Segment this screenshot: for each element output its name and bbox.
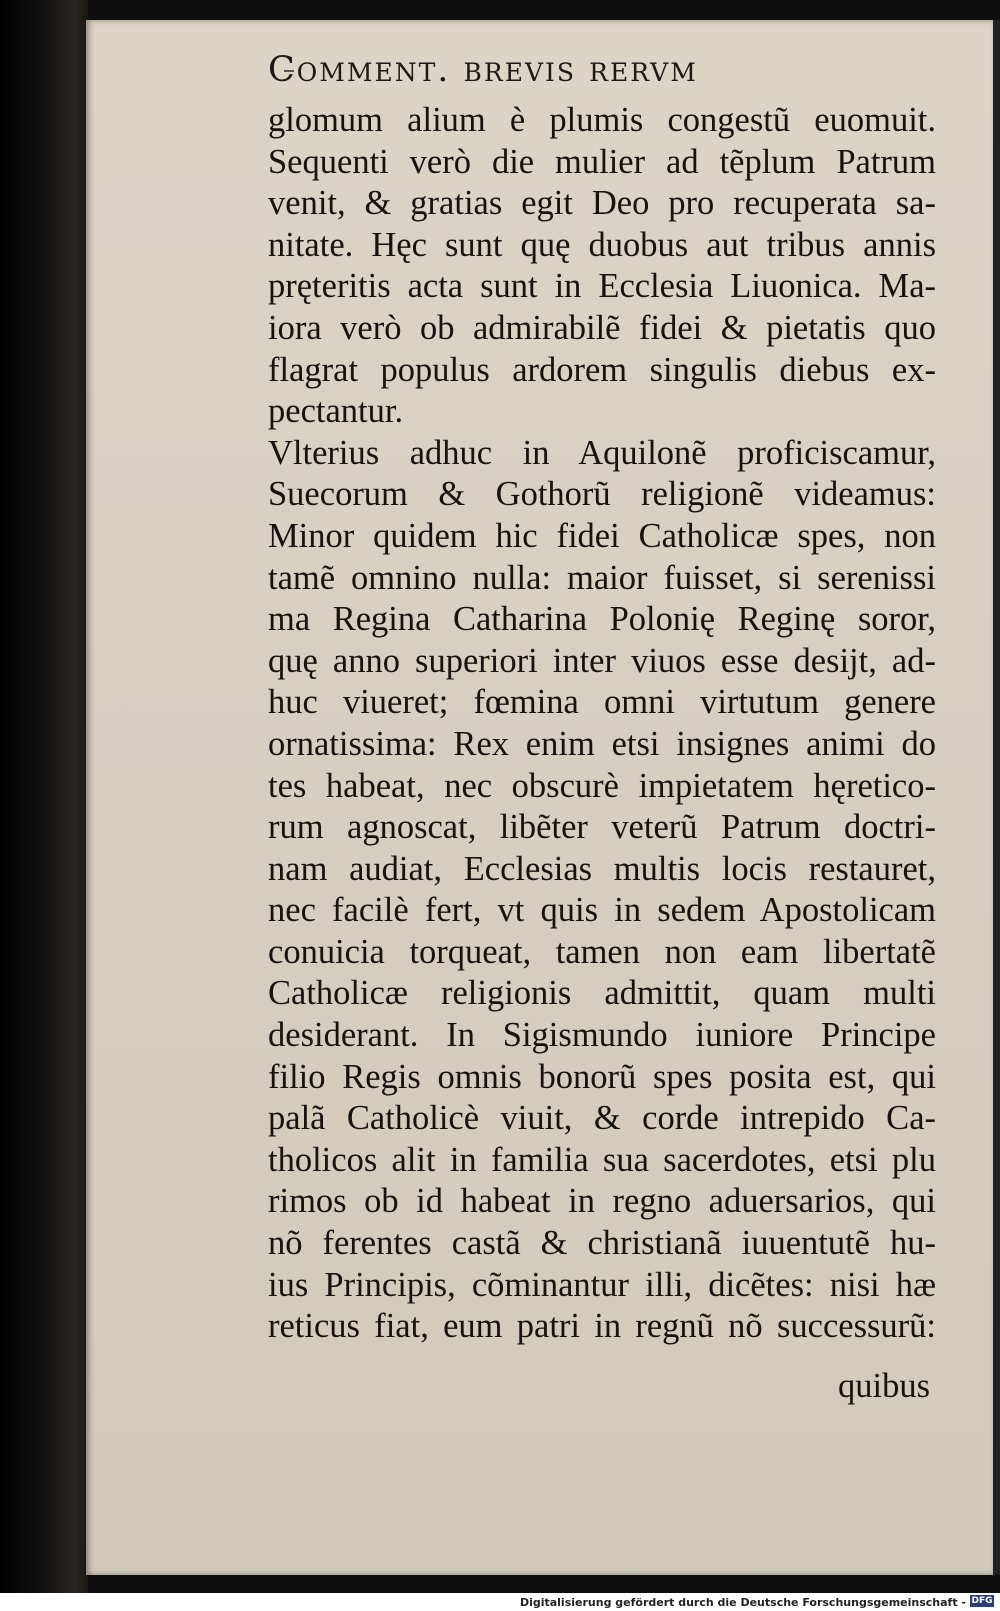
running-head: Comment. brevis rervm — [268, 50, 698, 90]
text-line: tamẽ omnino nulla: maior fuisset, si serenissi — [268, 558, 936, 597]
text-line: Vlterius adhuc in Aquilonẽ proficiscamur, — [268, 433, 936, 472]
page-edge — [993, 20, 1000, 1575]
text-line: reticus fiat, eum patri in regnũ nõ successurũ: — [268, 1307, 936, 1346]
text-line: pręteritis acta sunt in Ecclesia Liuonica. Ma- — [268, 267, 936, 306]
catchword: quibus — [838, 1367, 931, 1405]
text-line: filio Regis omnis bonorũ spes posita est, qui — [268, 1057, 936, 1096]
text-line: nec facilè fert, vt quis in sedem Apostolicam — [268, 891, 936, 930]
text-line: Minor quidem hic fidei Catholicæ spes, non — [268, 516, 936, 555]
text-line: Catholicæ religionis admittit, quam multi — [268, 974, 936, 1013]
text-line: ius Principis, cõminantur illi, dicẽtes: nisi hæ — [268, 1265, 936, 1304]
text-line: Sequenti verò die mulier ad tẽplum Patrum — [268, 142, 936, 181]
dfg-logo: DFG — [971, 1596, 993, 1606]
text-line: rum agnoscat, libẽter veterũ Patrum doctri- — [268, 808, 936, 847]
text-line: tholicos alit in familia sua sacerdotes, etsi plu — [268, 1140, 936, 1179]
book-spine — [0, 0, 88, 1593]
text-line: ornatissima: Rex enim etsi insignes animi do — [268, 724, 936, 763]
text-line: tes habeat, nec obscurè impietatem hęretico- — [268, 766, 936, 805]
text-line: desiderant. In Sigismundo iuniore Principe — [268, 1016, 936, 1055]
text-line: Suecorum & Gothorũ religionẽ videamus: — [268, 475, 936, 514]
text-line: rimos ob id habeat in regno aduersarios, qui — [268, 1182, 936, 1221]
text-line: flagrat populus ardorem singulis diebus ex- — [268, 350, 936, 389]
text-line: huc viueret; fœmina omni virtutum genere — [268, 683, 936, 722]
text-line: nitate. Hęc sunt quę duobus aut tribus annis — [268, 225, 936, 264]
text-line: venit, & gratias egit Deo pro recuperata sa- — [268, 184, 936, 223]
text-line: iora verò ob admirabilẽ fidei & pietatis quo — [268, 308, 936, 347]
text-line: nõ ferentes castã & christianã iuuentutẽ hu- — [268, 1224, 936, 1263]
text-line: conuicia torqueat, tamen non eam libertatẽ — [268, 932, 936, 971]
text-line: ma Regina Catharina Polonię Reginę soror, — [268, 600, 936, 639]
text-line: glomum alium è plumis congestũ euomuit. — [268, 101, 936, 139]
text-line: palã Catholicè viuit, & corde intrepido Ca- — [268, 1099, 936, 1138]
body-text — [268, 100, 968, 1348]
text-line: pectantur. — [268, 392, 404, 431]
funding-credit: Digitalisierung gefördert durch die Deutsche Forschungsgemeinschaft - — [519, 1596, 966, 1609]
text-line: nam audiat, Ecclesias multis locis restauret, — [268, 849, 936, 888]
text-line: quę anno superiori inter viuos esse desijt, ad- — [268, 641, 936, 680]
